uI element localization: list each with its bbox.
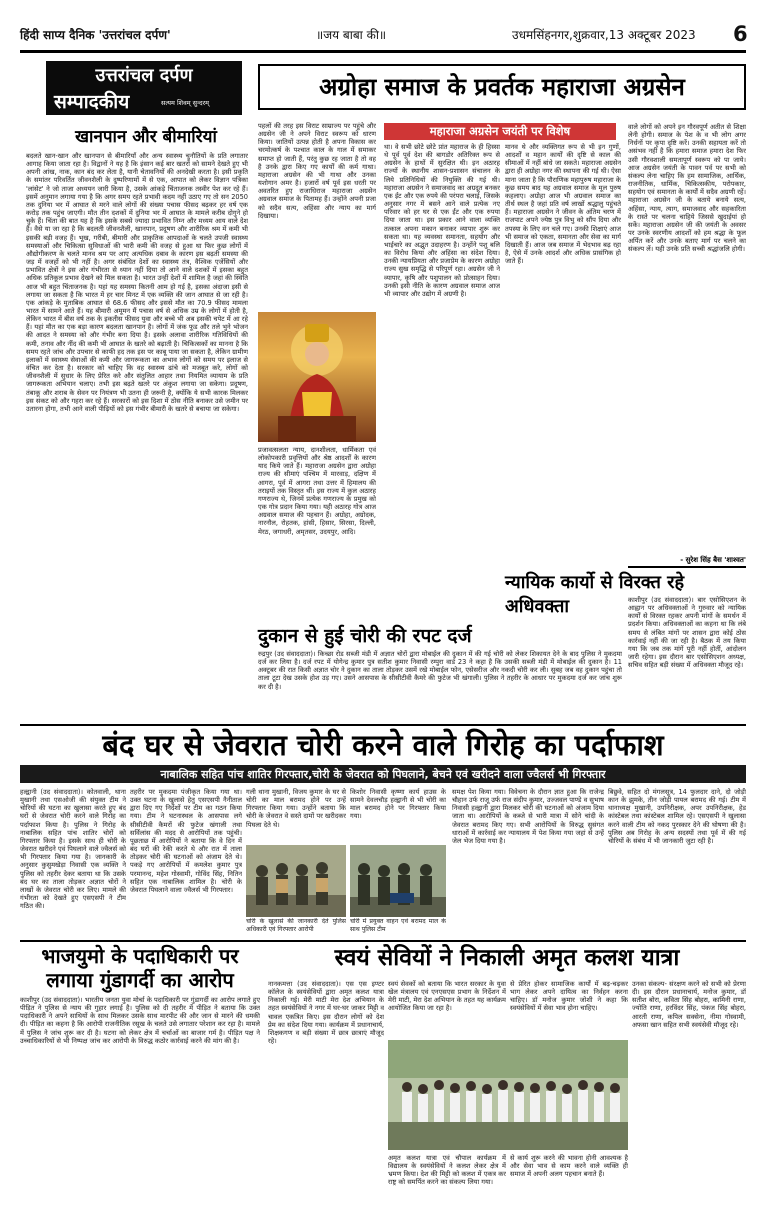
amrit-photo [388,1040,628,1150]
agrasen-headline: अग्रोहा समाज के प्रवर्तक महाराजा अग्रसेन [258,64,746,110]
bjym-headline: भाजयुमो के पदाधिकारी पर लगाया गुंडागर्दी का आरोप [41,944,239,992]
gang-photo-police [246,845,346,917]
agrasen-body-col4: वाले लोगों को अपने इन गौरवपूर्ण अतीत से शिक्षा लेनी होगी। समाज के पेश के व भी लोग अगर निर्धनों पर कृपा दृष्टि करें। उनकी सहायता करें तो असंभव नहीं है कि हमारा समाज हमारा देश फिर उसी गौरवशाली समतापूर्ण स्वरूप को पा जाये। आज अग्रसेन जयंती के पावन पर्व पर सभी को संकल्प लेना चाहिए कि हम सामाजिक, आर्थिक, राजनीतिक, धार्मिक, चिकित्सकीय, परोपकार, सहयोग एवं समानता के कार्यों में सदैव अग्रणी रहें। महाराजा अग्रसेन जी के बताये बनाये सत्य, अहिंसा, न्याय, त्याग, समाजवाद और सहकारिता के रास्ते पर चलना चाहिये जिससे खुदाईयां हो सकें। महाराजा अग्रसेन जी की जयंती के अवसर पर उनके स्वरणीय आदर्शों को हम श्रद्धा के फूल अर्पित करें और उनके बताए मार्ग पर चलने का संकल्प लें। यही उनके प्रति सच्ची श्रद्धांजलि होगी। [628,123,746,254]
editorial-banner-tag: सत्यम शिवम् सुन्दरम् [161,99,210,107]
masthead-rule [20,50,746,53]
gang-top-rule [20,724,746,726]
page-dateline: उधमसिंहनगर,शुक्रवार,13 अक्टूबर 2023 [512,28,696,42]
gang-subheadline: नाबालिक सहित पांच शातिर गिरफ्तार,चोरी के जेवरात को पिघलाने, बेचने एवं खरीदने वाला ज्वैलर्स भी गिरफ्तार [160,768,606,781]
maharaja-portrait-icon [258,312,376,442]
agrasen-portrait [258,312,376,442]
gang-headline: बंद घर से जेवरात चोरी करने वाले गिरोह का पर्दाफाश [102,728,664,762]
agrasen-byline: - सुरेश सिंह बैस 'शाश्वत' [680,556,746,564]
amrit-body-col1: नानकमत्ता (उद संवाददाता)। एस एस इण्टर कॉलेज के स्वयंसेवियों द्वारा अमृत कलश यात्रा निकाली गई। मेरी माटी मेरा देश अभियान के तहत स्वयंसेवियों ने नगर में घर-घर जाकर मिट्टी व चावल एकत्रित किए। इस दौरान लोगों को देश प्रेम का संदेश दिया गया। कार्यक्रम में प्रधानाचार्य, शिक्षकगण व बड़ी संख्या में छात्र छात्राएं मौजूद रहे। [268,980,384,1046]
judicial-headline: न्यायिक कार्यो से विरक्त रहे अधिवक्ता [505,572,685,617]
gang-body-col4: किशोर निवासी कृष्णा कार्य हाउस के सामने देवलचौड़ हल्द्वानी से भी चोरी का माल बरामद होने पर गिरफ्तार किया गया। [350,788,446,821]
editorial-banner [46,61,242,115]
amrit-body-col2: स्वयं सेवकों को बताया कि भारत सरकार के युवा खेल मंत्रालय एवं एनएसएस प्रभाग के निर्देशन में मेरी माटी, मेरा देश अभियान के तहत यह कार्यक्रम आयोजित किया जा रहा है। [388,980,506,1013]
gang-body-col5: समक्ष पेश किया गया। विवेचना के दौरान ज्ञात हुआ कि राजेन्द्र चौहान उर्फ राजू उर्फ राज संदीप कुमार, उज्जवल पाण्डे व सुभाष निवासी हल्द्वानी द्वारा मिलकर चोरी की घटनाओं को अंजाम दिया जाता था। आरोपियों के कब्जे से भारी मात्रा में सोने चांदी के जेवरात बरामद किए गए। सभी आरोपियों के विरुद्ध सुसंगत धाराओं में कार्रवाई कर न्यायालय में पेश किया गया जहां से उन्हें जेल भेज दिया गया है। [452,788,604,845]
judicial-rule [628,566,746,568]
agrasen-body-col1b: प्रजावत्सलता न्याय, दानशीलता, धार्मिकता एवं लोकोपकारी प्रवृत्तियों और श्रेष्ठ आदर्शों के कारण याद किये जाते हैं। महाराजा अग्रसेन द्वारा अग्रोहा राज्य की सीमाएं पश्चिम में मारवाड़, दक्षिण में आगरा, पूर्व में आगरा तथा उत्तर में हिमालय की तराइयों तक विस्तृत थीं। इस राज्य में कुल अठारह गणराज्य थे, जिनमें प्रत्येक गणराज्य के प्रमुख को एक गोत्र प्रदान किया गया। यही अठारह गोत्र आज अग्रवाल समाज की पहचान हैं। अग्रोहा, अग्रोदक, नारनौल, रोहतक, हांसी, हिसार, सिरसा, दिल्ली, मेरठ, जगाधरी, अमृतसर, उदयपुर, आदि। [258,446,376,536]
agrasen-body-col3: मानव थे और व्यक्तिगत रूप से भी इन गुणों, आदर्शों व महान कार्यों की दृष्टि से काल की सीमाओं में नहीं बांधे जा सकते। महाराजा अग्रसेन द्वारा ही अग्रोहा नगर की स्थापना की गई थी। ऐसा माना जाता है कि पौराणिक महापुरुष महाराजा के कुछ समय बाद यह अग्रवाल समाज के मूल पुरुष कहलाए। अग्रोहा आज भी अग्रवाल समाज का तीर्थ स्थल है जहां प्रति वर्ष लाखों श्रद्धालु पहुंचते हैं। महाराजा अग्रसेन ने जीवन के अंतिम चरण में राजपाट अपने ज्येष्ठ पुत्र विभु को सौंप दिया और तपस्या के लिए वन चले गए। उनकी शिक्षाएं आज भी समाज को एकता, समानता और सेवा का मार्ग दिखाती हैं। आज जब समाज में भेदभाव बढ़ रहा है, ऐसे में उनके आदर्श और अधिक प्रासंगिक हो जाते हैं। [505,143,621,266]
bottom-section-rule [20,940,746,942]
editorial-banner-subtitle: सम्पादकीय [54,91,130,113]
agrasen-body-col2: था। वे सभी छोटे छोटे प्रांत महाराज के ही हिस्सा थे पूर्व पूर्व देश की बागडोर अतिरिक्त रूप से अग्रसेन के हाथों में सुरक्षित थी। इन अठारह राज्यों के स्थानीय शासन-प्रशासन संचालन के लिये प्रतिनिधियों की नियुक्ति की गई थी। महाराजा अग्रसेन ने समाजवाद का अग्रदूत बनकर एक ईंट और एक रुपये की परंपरा चलाई, जिसके अनुसार नगर में बसने आने वाले प्रत्येक नए परिवार को हर घर से एक ईंट और एक रुपया दिया जाता था। इस प्रकार आने वाला व्यक्ति तत्काल अपना मकान बनाकर व्यापार शुरू कर सकता था। यह व्यवस्था समानता, सहयोग और भाईचारे का अद्भुत उदाहरण है। उन्होंने पशु बलि का विरोध किया और अहिंसा का संदेश दिया। उनकी न्यायप्रियता और प्रजाप्रेम के कारण अग्रोहा राज्य सुख समृद्धि से परिपूर्ण रहा। अग्रसेन जी ने व्यापार, कृषि और पशुपालन को प्रोत्साहन दिया। उनकी इसी नीति के कारण अग्रवाल समाज आज भी व्यापार और उद्योग में अग्रणी है। [384,143,500,298]
amrit-body-col4: अमृत कलश यात्रा एवं चौपाल कार्यक्रम में विद्यालय के स्वयंसेवियों ने कलश लेकर क्षेत्र में भ्रमण किया। देश की मिट्टी को कलश में एकत्र कर राष्ट्र को समर्पित करने का संकल्प लिया गया। [388,1154,506,1187]
agrasen-body-col1: पहलों की तरह इस विराट साम्राज्य पर पहुंचे और अग्रसेन जी ने अपने विराट स्वरूप को धारण किया। जातियों उत्पन्न होती है अपना विकास कर चरमोत्कर्ष के पश्चात काल के गाल में समाकर समाप्त हो जाती हैं, परंतु कुछ रह जाता है तो वह है उनके द्वारा किए गए कार्यों की कर्म गाथा। महाराजा अग्रसेन की भी गाथा और उनका यशोगान अमर है। हजारों वर्ष पूर्व इस धरती पर अवतरित हुए राजाधिराज महाराजा अग्रसेन अग्रवाल समाज के पितामह हैं। उन्होंने अपनी प्रजा को सदैव सत्य, अहिंसा और न्याय का मार्ग दिखाया। [258,122,376,220]
gang-body-col2: तहरीर पर मुकदमा पंजीकृत किया गया था। उक्त घटना के खुलासे हेतु एसएसपी नैनीताल द्वारा दिए गए निर्देशों पर टीम का गठन किया गया। टीम ने घटनास्थल के आसपास लगे सीसीटीवी कैमरों की फुटेज खंगाली तथा सर्विलांस की मदद से आरोपियों तक पहुंची। पूछताछ में आरोपियों ने बताया कि वे दिन में बंद घरों की रेकी करते थे और रात में ताला तोड़कर चोरी की घटनाओं को अंजाम देते थे। पकड़े गए आरोपियों में कमलेश कुमार पुत्र परमानन्द, महेश गोस्वामी, गोविंद सिंह, नितिन सहित एक नाबालिक शामिल है। चोरी के जेवरात पिघलाने वाला ज्वैलर्स भी गिरफ्तार। [130,788,242,894]
paper-motto: ॥जय बाबा की॥ [316,28,387,42]
shop-theft-body: रुद्रपुर (उद संवाददाता)। किच्छा रोड सब्जी मंडी में अज्ञात चोरों द्वारा मोबाईल की दुकान में की गई चोरी को लेकर शिकायत देने के बाद पुलिस ने मुकदमा दर्ज कर लिया है। दर्ज रपट में योगेन्द्र कुमार पुत्र सतीश कुमार निवासी रम्पुरा वार्ड 23 ने कहा है कि उसकी सब्जी मंडी में मोबाईल की दुकान है। 11 अक्टूबर की रात किसी अज्ञात चोर ने दुकान का ताला तोड़कर उसमें रखे मोबाईल फोन, एसेसरीज और नकदी चोरी कर ली। सुबह जब वह दुकान पहुंचा तो ताला टूटा देख उसके होश उड़ गए। उसने आसपास के सीसीटीवी कैमरे की फुटेज भी खंगाली। पुलिस ने तहरीर के आधार पर मुकदमा दर्ज कर जांच शुरू कर दी है। [258,650,622,691]
gang-body-col6: बिछुवे, सहित दो मंगलसूत्र, 14 फुलदार दाने, दो जोड़ी कान के झुमके, तीन जोड़ी पायल बरामद की गई। टीम में थानाध्यक्ष मुखानी, उपनिरीक्षक, अपर उपनिरीक्षक, हेड कांस्टेबल तथा कांस्टेबल शामिल रहे। एसएसपी ने खुलासा करने वाली टीम को नकद पुरस्कार देने की घोषणा की है। पुलिस अब गिरोह के अन्य सदस्यों तथा पूर्व में की गई चोरियों के संबंध में भी जानकारी जुटा रही है। [608,788,746,845]
page-number: 6 [733,22,748,46]
gang-photo-vehicle [350,845,446,917]
shop-theft-headline: दुकान से हुई चोरी की रपट दर्ज [258,625,472,647]
judicial-body: काशीपुर (उद संवाददाता)। बार एसोसिएशन के आह्वान पर अधिवक्ताओं ने गुरुवार को न्यायिक कार्यों से विरक्त रहकर अपनी मांगों के समर्थन में प्रदर्शन किया। अधिवक्ताओं का कहना था कि लंबे समय से लंबित मांगों पर शासन द्वारा कोई ठोस कार्रवाई नहीं की जा रही है। बैठक में तय किया गया कि जब तक मांगें पूरी नहीं होतीं, आंदोलन जारी रहेगा। इस दौरान बार एसोसिएशन अध्यक्ष, सचिव सहित बड़ी संख्या में अधिवक्ता मौजूद रहे। [628,596,746,670]
gang-body-col3: गली थाना मुखानी, विजय कुमार के घर से चोरी का माल बरामद होने पर उन्हें गिरफ्तार किया गया। उन्होंने बताया कि चोरी के जेवरात वे सस्ते दामों पर खरीदकर पिघला देते थे। [246,788,346,829]
agrasen-subheadline: महाराजा अग्रसेन जयंती पर विशेष [429,124,571,138]
gang-body-col1: हल्द्वानी (उद संवाददाता)। कोतवाली, थाना मुखानी तथा एसओजी की संयुक्त टीम ने चोरियों की घटना का खुलासा करते हुए बंद घरों से जेवरात चोरी करने वाले गिरोह का पर्दाफाश किया है। पुलिस ने गिरोह के नाबालिक सहित पांच शातिर चोरों को गिरफ्तार किया है। इसके साथ ही चोरी के जेवरात खरीदने एवं पिघलाने वाले ज्वैलर्स को भी गिरफ्तार किया गया है। जानकारी के अनुसार कुसुमखेड़ा निवासी एक व्यक्ति ने पुलिस को तहरीर देकर बताया था कि उसके बंद घर का ताला तोड़कर अज्ञात चोरों ने लाखों के जेवरात चोरी कर लिए। मामले की गंभीरता को देखते हुए एसएसपी ने टीम गठित की। [20,788,126,911]
bjym-body: काशीपुर (उद संवाददाता)। भारतीय जनता युवा मोर्चा के पदाधिकारी पर गुंडागर्दी का आरोप लगाते हुए पीड़ित ने पुलिस से न्याय की गुहार लगाई है। पुलिस को दी तहरीर में पीड़ित ने बताया कि उक्त पदाधिकारी ने अपने साथियों के साथ मिलकर उसके साथ मारपीट की और जान से मारने की धमकी दी। पीड़ित का कहना है कि आरोपी राजनीतिक रसूख के चलते उसे लगातार परेशान कर रहा है। मामले में पुलिस ने जांच शुरू कर दी है। घटना को लेकर क्षेत्र में चर्चाओं का बाजार गर्म है। पीड़ित पक्ष ने उच्चाधिकारियों से भी निष्पक्ष जांच कर आरोपी के विरुद्ध कठोर कार्रवाई करने की मांग की है। [20,996,260,1045]
agrasen-subheadline-bar [384,123,616,140]
amrit-body-col3: से प्रेरित होकर सामाजिक कार्यों में बढ़-चढ़कर भाग लेकर अपने दायित्व का निर्वहन करना चाहिए। डॉ मनोज कुमार जोशी ने कहा कि स्वयंसेवियों में सेवा भाव होना चाहिए। [510,980,628,1013]
students-group-photo-icon [388,1040,628,1150]
editorial-headline: खानपान और बीमारियां [75,127,217,147]
paper-name: हिंदी साप्य दैनिक 'उत्तरांचल दर्पण' [20,28,171,42]
amrit-headline: स्वयं सेवियों ने निकाली अमृत कलश यात्रा [334,945,680,971]
amrit-body-col6: उनका संकल्प- संरक्षण करने को सभी को प्रेरणा दी। इस दौरान प्रधानाचार्य, मनोज कुमार, डॉ सतीश बोरा, कविता सिंह बोहरा, कामिनी राणा, ज्योति राणा, हरविंदर सिंह, पंकज सिंह बोहरा, आरती राणा, कपिल सक्सेना, नीमा गोस्वामी, अफसा खान सहित सभी स्वयंसेवी मौजूद रहे। [632,980,746,1029]
gang-subheadline-bar [20,765,746,783]
editorial-body: बदलते खान-खान और खानपान से बीमारियाँ और अन्य स्वास्थ्य चुनौतियों के प्रति लगातार आगाह किया जाता रहा है। विद्वानों ने यह है कि इंसान कई बार खतरों को सामने देखते हुए भी अपनी आंख, नाक, कान बंद कर लेता है, यानी चेतावनियों की अनदेखी करता है। इसी प्रकृति के समांतर परिवर्तित जीवनशैली के दुष्परिणामों में से एक, आपात को लेकर विज्ञान पत्रिका 'लांसेट' ने जो ताजा अध्ययन जारी किया है, उसके आंकड़े चिंताजनक तस्वीर पेश कर रहे हैं। इसमें अनुमान लगाया गया है कि अगर समय रहते प्रभावी कदम नहीं उठाए गए तो सन 2050 तक दुनिया भर में आघात से मरने वाले लोगों की संख्या पचास फीसद बढ़कर हर वर्ष एक करोड़ तक पहुंच जाएगी। मौत तीन दशकों में दुनिया भर में आघात के मामले करीब दोगुने हो चुके हैं। चिंता की बात यह है कि इसके सबसे ज्यादा प्रभावित निम्न और मध्यम आय वाले देश हैं। वैसे या जा रहा है कि बदलती जीवनशैली, खानपान, प्रदूषण और शारीरिक श्रम में कमी भी इसकी बड़ी वजह हैं। भूख, गरीबी, बीमारी और प्राकृतिक आपदाओं के चलते उपजी स्वास्थ्य समस्याओं और चिकित्सा सुविधाओं की भारी कमी की वजह से हुआ था फिर कुछ लोगों में औद्योगीकरण के चलते मानव श्रम पर आए अत्यधिक दबाव के कारण इस बढ़ती समस्या की जड़ में वजहों को भी नहीं है। अगर संबंधित देशों का स्वास्थ्य तंत्र, वैश्विक एजेंसियों और प्रभावित क्षेत्रों ने इस ओर गंभीरता से ध्यान नहीं दिया तो आने वाले दशकों में इसका बहुत अधिक प्रतिकूल प्रभाव देखने को मिल सकता है। भारत उन्हीं देशों में शामिल है जहां की स्थिति आज भी बहुत चिंताजनक है। यहां यह समस्या कितनी आम हो गई है, इसका अंदाजा इसी से लगाया जा सकता है कि भारत में हर चार मिनट में एक व्यक्ति की जान आघात से जा रही है। एक आंकड़े के मुताबिक आघात से 68.6 फीसद और इससे मौत का 70.9 फीसद मामला भारत में सामने आते हैं। यह बीमारी अमूमन मैं पचास वर्ष से अधिक उम्र के लोगों में होती है, लेकिन भारत में बीस वर्ष तक के इकतीस फीसद युवा और बच्चे भी अब इसकी चपेट में आ रहे हैं। यहां मौत का एक बड़ा कारण बदलता खानपान है। लोगों में जंक फूड और तले भुने भोजन की आदत ने समस्या को और गंभीर बना दिया है। इसके अलावा शारीरिक गतिविधियों की कमी, तनाव और नींद की कमी भी आघात के खतरे को बढ़ाती है। चिकित्सकों का मानना है कि समय रहते जांच और उपचार से काफी हद तक इस पर काबू पाया जा सकता है, लेकिन ग्रामीण इलाकों में स्वास्थ्य सेवाओं की कमी और जागरूकता का अभाव लोगों को समय पर इलाज से वंचित कर देता है। सरकार को चाहिए कि वह स्वास्थ्य ढांचे को मजबूत करे, लोगों को जीवनशैली में सुधार के लिए प्रेरित करे और संतुलित आहार तथा नियमित व्यायाम के प्रति जागरूकता अभियान चलाए। तभी इस बढ़ते खतरे पर अंकुश लगाया जा सकेगा। प्रदूषण, तंबाकू और शराब के सेवन पर नियंत्रण भी उतना ही जरूरी है, क्योंकि ये सभी कारक मिलकर इस संकट को और गहरा कर रहे हैं। सरकारों को इस दिशा में ठोस नीति बनाकर उसे जमीन पर उतारना होगा, तभी आने वाली पीढ़ियों को इस गंभीर बीमारी के खतरे से बचाया जा सकेगा। [26,152,248,413]
editorial-banner-title: उत्तरांचल दर्पण [95,65,193,86]
gang-photo1-caption: चोरी के खुलासे की जानकारी देते पुलिस अधिकारी एवं गिरफ्तार आरोपी [246,918,346,933]
gang-photo2-caption: चोरी में प्रयुक्त वाहन एवं बरामद माल के साथ पुलिस टीम [350,918,446,933]
amrit-body-col5: से कार्य शुरू करने की भावना होनी आवश्यक है और सेवा भाव से काम करने वाले व्यक्ति ही समाज में अपनी अलग पहचान बनाते हैं। [510,1154,628,1179]
police-group-photo-icon [246,845,346,917]
police-with-vehicle-photo-icon [350,845,446,917]
